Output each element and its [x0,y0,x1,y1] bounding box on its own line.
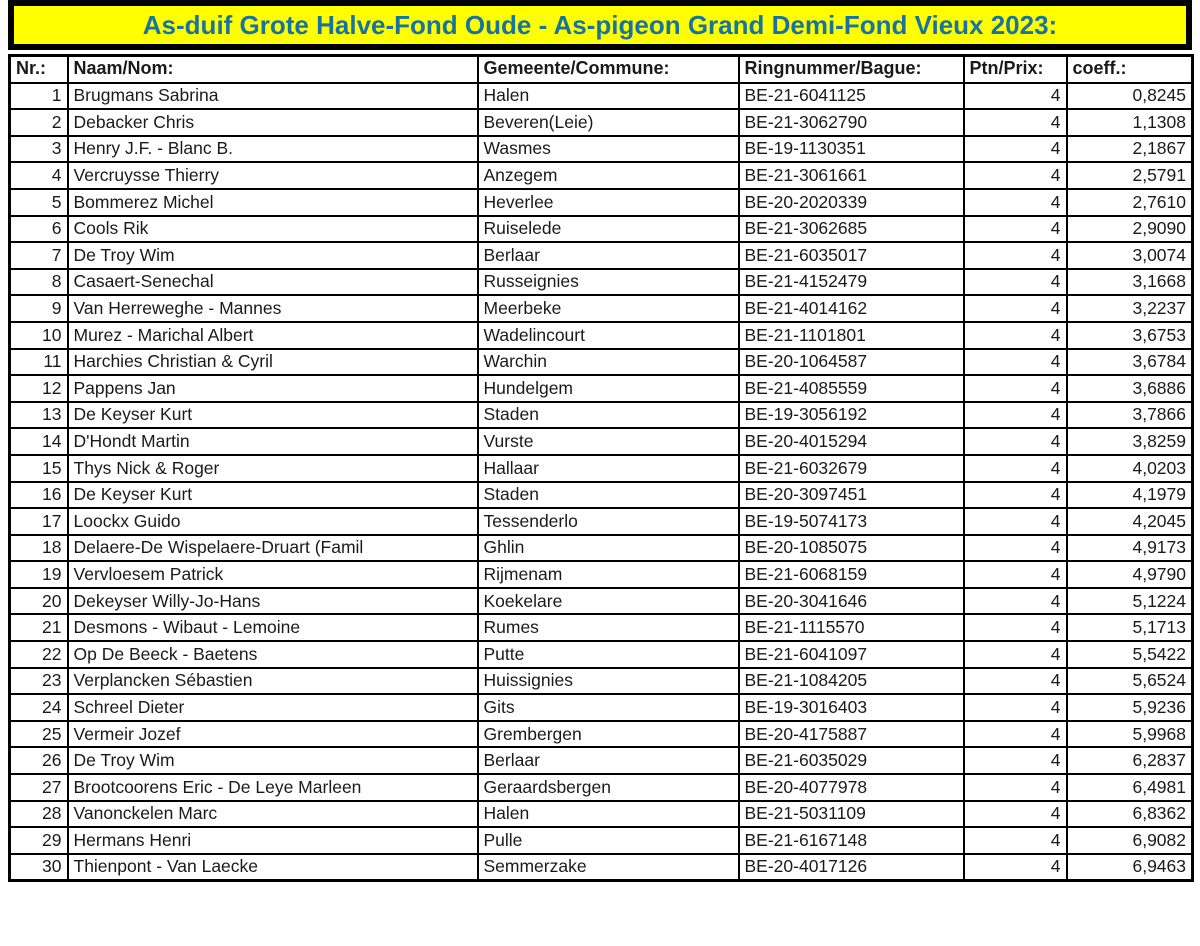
cell-naam: Murez - Marichal Albert [68,322,478,349]
cell-naam: Thienpont - Van Laecke [68,854,478,881]
cell-ptn: 4 [964,269,1067,296]
cell-ringnummer: BE-20-4017126 [739,854,964,881]
cell-nr: 27 [10,774,68,801]
table-row [10,189,1193,216]
cell-nr: 10 [10,322,68,349]
cell-coeff: 3,1668 [1067,269,1193,296]
table-row [10,854,1193,881]
table-row [10,641,1193,668]
cell-ringnummer: BE-20-3041646 [739,588,964,615]
table-row [10,561,1193,588]
cell-coeff: 2,9090 [1067,216,1193,243]
cell-coeff: 6,2837 [1067,747,1193,774]
cell-coeff: 2,1867 [1067,136,1193,163]
table-row [10,349,1193,376]
cell-nr: 13 [10,402,68,429]
table-row [10,535,1193,562]
cell-coeff: 5,6524 [1067,668,1193,695]
cell-nr: 11 [10,349,68,376]
cell-naam: Vermeir Jozef [68,721,478,748]
cell-ptn: 4 [964,428,1067,455]
cell-nr: 28 [10,801,68,828]
cell-coeff: 3,7866 [1067,402,1193,429]
cell-gemeente: Koekelare [478,588,739,615]
cell-gemeente: Beveren(Leie) [478,109,739,136]
cell-gemeente: Gits [478,694,739,721]
table-row [10,455,1193,482]
cell-ptn: 4 [964,83,1067,110]
cell-gemeente: Semmerzake [478,854,739,881]
cell-ringnummer: BE-19-5074173 [739,508,964,535]
cell-naam: De Troy Wim [68,747,478,774]
cell-ptn: 4 [964,482,1067,509]
cell-nr: 7 [10,242,68,269]
cell-nr: 29 [10,827,68,854]
cell-coeff: 5,5422 [1067,641,1193,668]
cell-coeff: 3,6886 [1067,375,1193,402]
table-row [10,242,1193,269]
table-row [10,721,1193,748]
cell-nr: 23 [10,668,68,695]
cell-gemeente: Heverlee [478,189,739,216]
cell-naam: Loockx Guido [68,508,478,535]
cell-ringnummer: BE-21-6041125 [739,83,964,110]
cell-nr: 8 [10,269,68,296]
cell-nr: 30 [10,854,68,881]
cell-naam: Bommerez Michel [68,189,478,216]
cell-ptn: 4 [964,801,1067,828]
cell-ringnummer: BE-21-6068159 [739,561,964,588]
cell-nr: 5 [10,189,68,216]
results-table [8,54,1194,882]
table-row [10,375,1193,402]
cell-gemeente: Wasmes [478,136,739,163]
cell-ptn: 4 [964,375,1067,402]
cell-coeff: 2,5791 [1067,162,1193,189]
cell-gemeente: Ghlin [478,535,739,562]
table-row [10,774,1193,801]
cell-coeff: 3,6784 [1067,349,1193,376]
cell-coeff: 2,7610 [1067,189,1193,216]
cell-naam: Vanonckelen Marc [68,801,478,828]
cell-ringnummer: BE-21-3062790 [739,109,964,136]
cell-coeff: 3,8259 [1067,428,1193,455]
cell-gemeente: Rumes [478,614,739,641]
cell-ringnummer: BE-20-1085075 [739,535,964,562]
cell-ringnummer: BE-20-2020339 [739,189,964,216]
table-row [10,216,1193,243]
cell-naam: Vercruysse Thierry [68,162,478,189]
cell-gemeente: Halen [478,83,739,110]
cell-naam: Harchies Christian & Cyril [68,349,478,376]
cell-ptn: 4 [964,668,1067,695]
table-row [10,801,1193,828]
cell-gemeente: Anzegem [478,162,739,189]
cell-naam: Van Herreweghe - Mannes [68,295,478,322]
cell-gemeente: Tessenderlo [478,508,739,535]
cell-gemeente: Ruiselede [478,216,739,243]
table-row [10,482,1193,509]
table-row [10,694,1193,721]
cell-ptn: 4 [964,295,1067,322]
cell-ringnummer: BE-21-6035029 [739,747,964,774]
table-row [10,269,1193,296]
cell-nr: 12 [10,375,68,402]
table-row [10,295,1193,322]
cell-ptn: 4 [964,242,1067,269]
cell-naam: Brootcoorens Eric - De Leye Marleen [68,774,478,801]
cell-ptn: 4 [964,694,1067,721]
cell-gemeente: Halen [478,801,739,828]
cell-naam: Hermans Henri [68,827,478,854]
cell-ringnummer: BE-20-4175887 [739,721,964,748]
cell-ringnummer: BE-20-3097451 [739,482,964,509]
table-row [10,109,1193,136]
cell-ringnummer: BE-19-3016403 [739,694,964,721]
cell-gemeente: Berlaar [478,242,739,269]
table-row [10,322,1193,349]
cell-ptn: 4 [964,721,1067,748]
cell-nr: 16 [10,482,68,509]
cell-ptn: 4 [964,588,1067,615]
cell-naam: De Troy Wim [68,242,478,269]
cell-naam: Dekeyser Willy-Jo-Hans [68,588,478,615]
cell-ringnummer: BE-19-1130351 [739,136,964,163]
cell-ringnummer: BE-21-6032679 [739,455,964,482]
table-row [10,402,1193,429]
cell-naam: Schreel Dieter [68,694,478,721]
table-header-row [10,56,1193,83]
cell-gemeente: Wadelincourt [478,322,739,349]
cell-coeff: 5,1224 [1067,588,1193,615]
cell-coeff: 3,0074 [1067,242,1193,269]
cell-ringnummer: BE-21-6035017 [739,242,964,269]
cell-gemeente: Meerbeke [478,295,739,322]
cell-ptn: 4 [964,216,1067,243]
cell-nr: 25 [10,721,68,748]
cell-naam: Casaert-Senechal [68,269,478,296]
cell-gemeente: Pulle [478,827,739,854]
cell-coeff: 1,1308 [1067,109,1193,136]
cell-gemeente: Geraardsbergen [478,774,739,801]
cell-ptn: 4 [964,827,1067,854]
cell-coeff: 5,9236 [1067,694,1193,721]
cell-ptn: 4 [964,402,1067,429]
table-row [10,747,1193,774]
cell-coeff: 6,8362 [1067,801,1193,828]
cell-nr: 15 [10,455,68,482]
cell-ringnummer: BE-21-4085559 [739,375,964,402]
table-row [10,588,1193,615]
cell-ringnummer: BE-21-1115570 [739,614,964,641]
cell-ptn: 4 [964,455,1067,482]
cell-ringnummer: BE-21-6041097 [739,641,964,668]
cell-nr: 26 [10,747,68,774]
cell-ringnummer: BE-21-6167148 [739,827,964,854]
cell-coeff: 0,8245 [1067,83,1193,110]
cell-nr: 22 [10,641,68,668]
cell-ringnummer: BE-20-1064587 [739,349,964,376]
cell-nr: 9 [10,295,68,322]
column-header-gemeente: Gemeente/Commune: [478,56,739,83]
cell-gemeente: Russeignies [478,269,739,296]
cell-ptn: 4 [964,561,1067,588]
cell-ptn: 4 [964,854,1067,881]
column-header-ringnummer: Ringnummer/Bague: [739,56,964,83]
cell-coeff: 5,9968 [1067,721,1193,748]
cell-nr: 14 [10,428,68,455]
cell-naam: Desmons - Wibaut - Lemoine [68,614,478,641]
cell-ptn: 4 [964,109,1067,136]
cell-nr: 17 [10,508,68,535]
cell-ptn: 4 [964,614,1067,641]
cell-coeff: 3,2237 [1067,295,1193,322]
cell-ringnummer: BE-21-5031109 [739,801,964,828]
cell-coeff: 4,9173 [1067,535,1193,562]
cell-naam: Verplancken Sébastien [68,668,478,695]
table-row [10,668,1193,695]
cell-coeff: 4,1979 [1067,482,1193,509]
cell-gemeente: Staden [478,482,739,509]
cell-ptn: 4 [964,162,1067,189]
cell-ptn: 4 [964,189,1067,216]
cell-naam: Op De Beeck - Baetens [68,641,478,668]
cell-nr: 21 [10,614,68,641]
cell-nr: 4 [10,162,68,189]
cell-naam: Delaere-De Wispelaere-Druart (Famil [68,535,478,562]
cell-nr: 6 [10,216,68,243]
cell-naam: Debacker Chris [68,109,478,136]
table-row [10,614,1193,641]
cell-naam: D'Hondt Martin [68,428,478,455]
cell-naam: Vervloesem Patrick [68,561,478,588]
cell-ringnummer: BE-21-3061661 [739,162,964,189]
cell-ringnummer: BE-20-4015294 [739,428,964,455]
cell-ptn: 4 [964,136,1067,163]
cell-ringnummer: BE-20-4077978 [739,774,964,801]
cell-ringnummer: BE-21-1101801 [739,322,964,349]
cell-ptn: 4 [964,349,1067,376]
cell-coeff: 4,9790 [1067,561,1193,588]
cell-ptn: 4 [964,641,1067,668]
cell-coeff: 3,6753 [1067,322,1193,349]
cell-ptn: 4 [964,322,1067,349]
cell-naam: Pappens Jan [68,375,478,402]
cell-nr: 20 [10,588,68,615]
cell-nr: 3 [10,136,68,163]
cell-naam: De Keyser Kurt [68,402,478,429]
table-row [10,136,1193,163]
table-row [10,827,1193,854]
cell-naam: Henry J.F. - Blanc B. [68,136,478,163]
cell-coeff: 4,2045 [1067,508,1193,535]
cell-coeff: 6,9082 [1067,827,1193,854]
title-banner [8,0,1192,50]
cell-gemeente: Grembergen [478,721,739,748]
cell-gemeente: Vurste [478,428,739,455]
cell-naam: Cools Rik [68,216,478,243]
column-header-nr: Nr.: [10,56,68,83]
cell-nr: 19 [10,561,68,588]
cell-coeff: 4,0203 [1067,455,1193,482]
cell-nr: 24 [10,694,68,721]
cell-naam: Brugmans Sabrina [68,83,478,110]
cell-naam: Thys Nick & Roger [68,455,478,482]
cell-gemeente: Warchin [478,349,739,376]
cell-coeff: 6,9463 [1067,854,1193,881]
cell-gemeente: Berlaar [478,747,739,774]
cell-ringnummer: BE-21-4152479 [739,269,964,296]
cell-naam: De Keyser Kurt [68,482,478,509]
column-header-coeff: coeff.: [1067,56,1193,83]
cell-coeff: 6,4981 [1067,774,1193,801]
column-header-naam: Naam/Nom: [68,56,478,83]
cell-ringnummer: BE-21-4014162 [739,295,964,322]
page-title: As-duif Grote Halve-Fond Oude - As-pigeon Grand Demi-Fond Vieux 2023: [142,9,1058,40]
cell-ptn: 4 [964,535,1067,562]
cell-ringnummer: BE-21-1084205 [739,668,964,695]
cell-gemeente: Putte [478,641,739,668]
cell-nr: 1 [10,83,68,110]
cell-ptn: 4 [964,774,1067,801]
table-row [10,162,1193,189]
table-row [10,428,1193,455]
table-row [10,83,1193,110]
cell-gemeente: Hundelgem [478,375,739,402]
cell-ringnummer: BE-19-3056192 [739,402,964,429]
table-row [10,508,1193,535]
cell-gemeente: Hallaar [478,455,739,482]
cell-coeff: 5,1713 [1067,614,1193,641]
table-body [10,83,1193,881]
cell-ptn: 4 [964,508,1067,535]
cell-gemeente: Rijmenam [478,561,739,588]
cell-ptn: 4 [964,747,1067,774]
cell-gemeente: Staden [478,402,739,429]
cell-ringnummer: BE-21-3062685 [739,216,964,243]
column-header-ptn: Ptn/Prix: [964,56,1067,83]
cell-gemeente: Huissignies [478,668,739,695]
cell-nr: 18 [10,535,68,562]
cell-nr: 2 [10,109,68,136]
